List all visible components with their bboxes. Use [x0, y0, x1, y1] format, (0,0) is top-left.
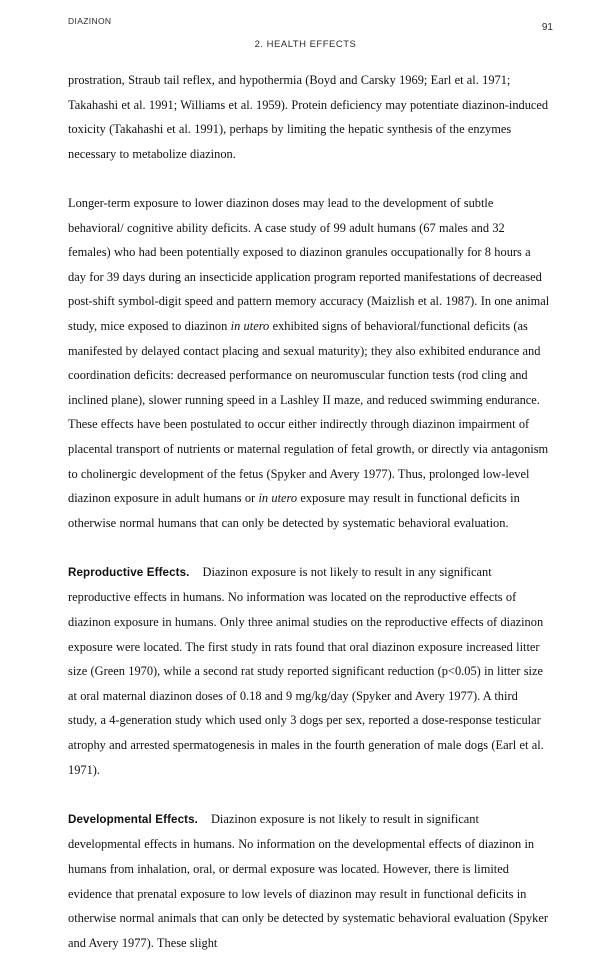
section-developmental-effects [68, 807, 550, 955]
paragraph-longer-term-text-3: exposure may result in functional deficits in otherwise normal humans that can only be detected by systematic behavioral evaluation. [68, 491, 520, 530]
developmental-effects-body: Diazinon exposure is not likely to result in significant developmental effects in humans. No information on the developmental effects of diazinon in humans from inhalation, oral, or dermal exposure was located. However, there is limited evidence that prenatal exposure to low levels of diazinon may result in functional deficits in otherwise normal animals that can only be detected by systematic behavioral evaluation (Spyker and Avery 1977). These slight [68, 811, 548, 950]
paragraph-longer-term-text-2: exhibited signs of behavioral/functional deficits (as manifested by delayed contact placing and sexual maturity); they also exhibited endurance and coordination deficits: decreased performance on neuromuscular function tests (rod cling and inclined plane), slower running speed in a Lashley II maze, and reduced swimming endurance. These effects have been postulated to occur either indirectly through diazinon impairment of placental transport of nutrients or maternal regulation of fetal growth, or directly via antagonism to cholinergic development of the fetus (Spyker and Avery 1977). Thus, prolonged low-level diazinon exposure in adult humans or [68, 318, 549, 506]
body-column [68, 68, 550, 955]
reproductive-effects-body: Diazinon exposure is not likely to result in any significant reproductive effects in humans. No information was located on the reproductive effects of diazinon exposure in humans. Only three animal studies on the reproductive effects of diazinon exposure were located. The first study in rats found that oral diazinon exposure increased litter size (Green 1970), while a second rat study reported significant reduction (p<0.05) in litter size at oral maternal diazinon doses of 0.18 and 9 mg/kg/day (Spyker and Avery 1977). A third study, a 4-generation study which used only 3 dogs per sex, reported a dose-response testicular atrophy and arrested spermatogenesis in males in the fourth generation of male dogs (Earl et al. 1971). [68, 564, 544, 777]
reproductive-effects-heading: Reproductive Effects. [68, 565, 190, 579]
paragraph-longer-term [68, 191, 550, 535]
section-reproductive-effects [68, 560, 550, 782]
running-head [0, 16, 611, 38]
document-title: DIAZINON [68, 16, 112, 26]
page-number: 91 [541, 22, 553, 33]
in-utero-italic-1: in utero [230, 318, 270, 333]
developmental-effects-heading: Developmental Effects. [68, 812, 198, 826]
paragraph-prostration: prostration, Straub tail reflex, and hypothermia (Boyd and Carsky 1969; Earl et al. 1971; Takahashi et al. 1991; Williams et al. 1959). Protein deficiency may potentiate diazinon-induced toxicity (Takahashi et al. 1991), perhaps by limiting the hepatic synthesis of the enzymes necessary to metabolize diazinon. [68, 73, 549, 161]
chapter-heading: 2. HEALTH EFFECTS [254, 39, 357, 50]
in-utero-italic-2: in utero [258, 491, 298, 506]
paragraph-longer-term-text-1: Longer-term exposure to lower diazinon doses may lead to the development of subtle behavioral/ cognitive ability deficits. A case study of 99 adult humans (67 males and 32 females) who had been potentially exposed to diazinon granules occupationally for 8 hours a day for 39 days during an insecticide application program reported manifestations of decreased post-shift symbol-digit speed and pattern memory accuracy (Maizlish et al. 1987). In one animal study, mice exposed to diazinon [68, 195, 550, 333]
